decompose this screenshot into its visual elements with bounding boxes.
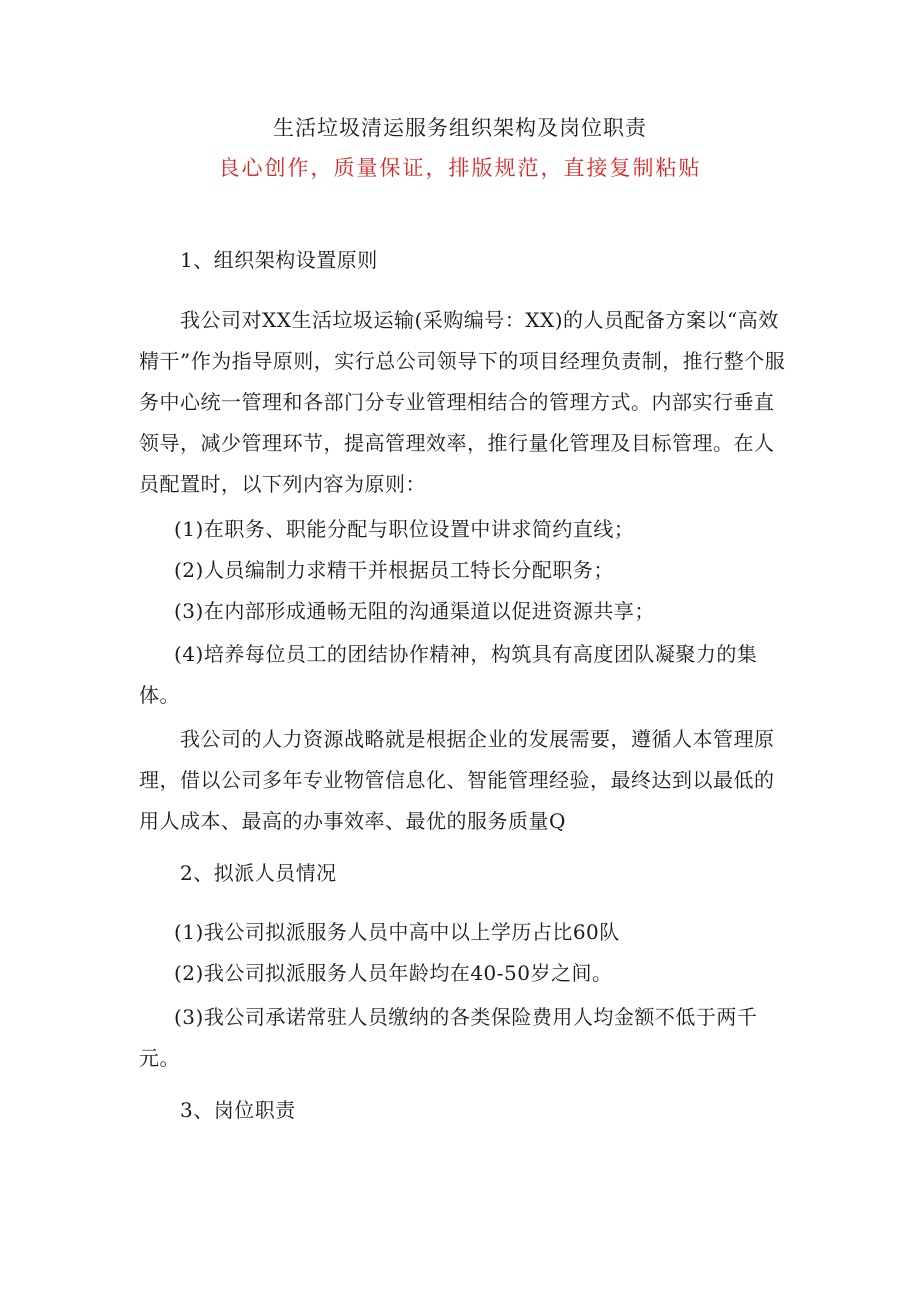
section1-paragraph-1: 我公司对XX生活垃圾运输(采购编号：XX)的人员配备方案以“高效精干”作为指导原则，实行总公司领导下的项目经理负责制，推行整个服务中心统一管理和各部门分专业管理相结合的管理方式。内部实行垂直领导，减少管理环节，提高管理效率，推行量化管理及目标管理。在人员配置时，以下列内容为原则： [139, 308, 786, 496]
list-item: (1)我公司拟派服务人员中高中以上学历占比60队 [174, 920, 620, 944]
section1-paragraph-2: 我公司的人力资源战略就是根据企业的发展需要，遵循人本管理原理，借以公司多年专业物管信息化、智能管理经验，最终达到以最低的用人成本、最高的办事效率、最优的服务质量Q [139, 727, 775, 833]
list-item: (2)人员编制力求精干并根据员工特长分配职务； [174, 558, 614, 582]
list-item: (1)在职务、职能分配与职位设置中讲求简约直线； [174, 517, 635, 541]
list-item: (2)我公司拟派服务人员年龄均在40-50岁之间。 [174, 961, 613, 985]
list-item: (3)在内部形成通畅无阻的沟通渠道以促进资源共享； [174, 599, 655, 623]
document-title: 生活垃圾清运服务组织架构及岗位职责 [273, 116, 647, 140]
list-item: (4)培养每位员工的团结协作精神，构筑具有高度团队凝聚力的集体。 [139, 642, 758, 707]
list-item: (3)我公司承诺常驻人员缴纳的各类保险费用人均金额不低于两千元。 [139, 1005, 758, 1070]
document-subtitle: 良心创作，质量保证，排版规范，直接复制粘贴 [218, 156, 702, 180]
section-heading-3: 3、岗位职责 [180, 1098, 296, 1122]
section-heading-1: 1、组织架构设置原则 [180, 248, 378, 272]
section-heading-2: 2、拟派人员情况 [180, 861, 337, 885]
